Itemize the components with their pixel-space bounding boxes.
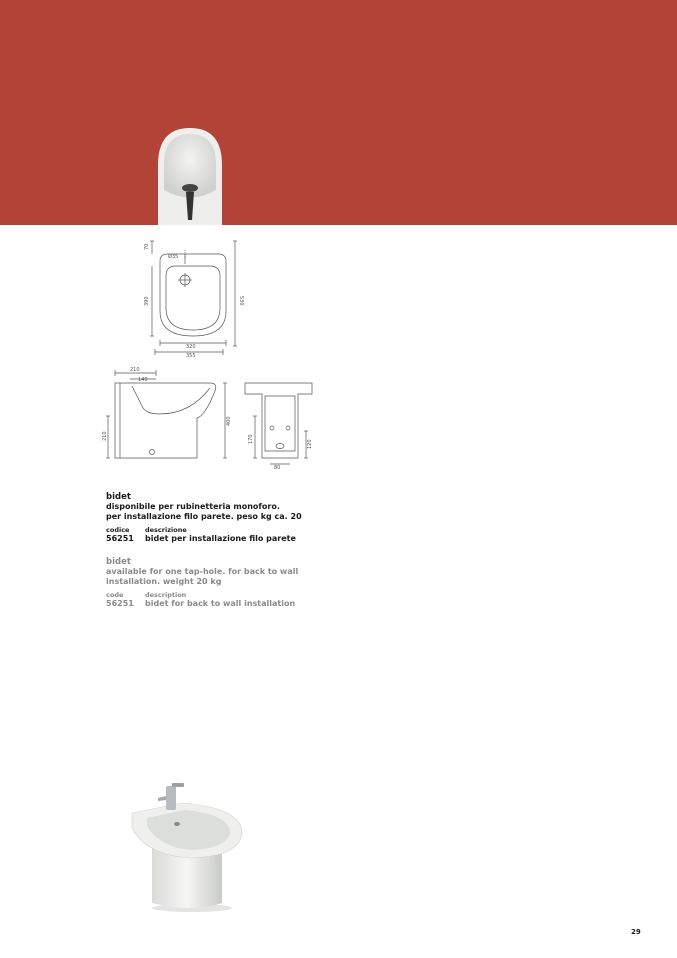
bidet-product-photo — [122, 778, 252, 913]
dim-70: 70 — [144, 243, 150, 250]
technical-drawings — [100, 236, 330, 471]
dim-35: Ø35 — [168, 254, 179, 260]
dim-355: 355 — [186, 353, 196, 359]
description-it: bidet per installazione filo parete — [145, 534, 296, 543]
dim-170: 170 — [248, 434, 254, 444]
italian-product-info — [106, 492, 346, 544]
bidet-hero-photo — [150, 120, 230, 225]
table-header-it — [106, 526, 346, 534]
product-line1-it: disponibile per rubinetteria monoforo. — [106, 502, 280, 511]
col-code-en: code — [106, 591, 124, 599]
code-it: 56251 — [106, 534, 134, 543]
english-product-info — [106, 557, 346, 609]
table-row-en — [106, 599, 346, 609]
page-number: 29 — [631, 928, 641, 936]
product-title-en: bidet — [106, 557, 131, 567]
dim-530: 530 — [238, 296, 244, 306]
code-en: 56251 — [106, 599, 134, 608]
description-en: bidet for back to wall installation — [145, 599, 296, 608]
product-line2-it: per installazione filo parete. peso kg ca. 20 — [106, 512, 302, 521]
dim-210-b: 210 — [102, 431, 108, 441]
product-title-it: bidet — [106, 492, 131, 502]
table-row-it — [106, 534, 346, 544]
dim-210: 210 — [130, 367, 140, 373]
col-desc-it: descrizione — [145, 526, 187, 534]
col-desc-en: description — [145, 591, 187, 599]
dim-140: 140 — [138, 377, 148, 383]
dim-400: 400 — [226, 416, 232, 426]
red-banner — [0, 0, 677, 225]
col-code-it: codice — [106, 526, 130, 534]
product-line2-en: installation. weight 20 kg — [106, 577, 222, 586]
table-header-en — [106, 591, 346, 599]
dim-320: 320 — [186, 344, 196, 350]
dim-80: 80 — [274, 465, 281, 471]
product-line1-en: available for one tap-hole. for back to wall — [106, 567, 299, 576]
dim-390: 390 — [144, 296, 150, 306]
dim-120: 120 — [307, 439, 313, 449]
